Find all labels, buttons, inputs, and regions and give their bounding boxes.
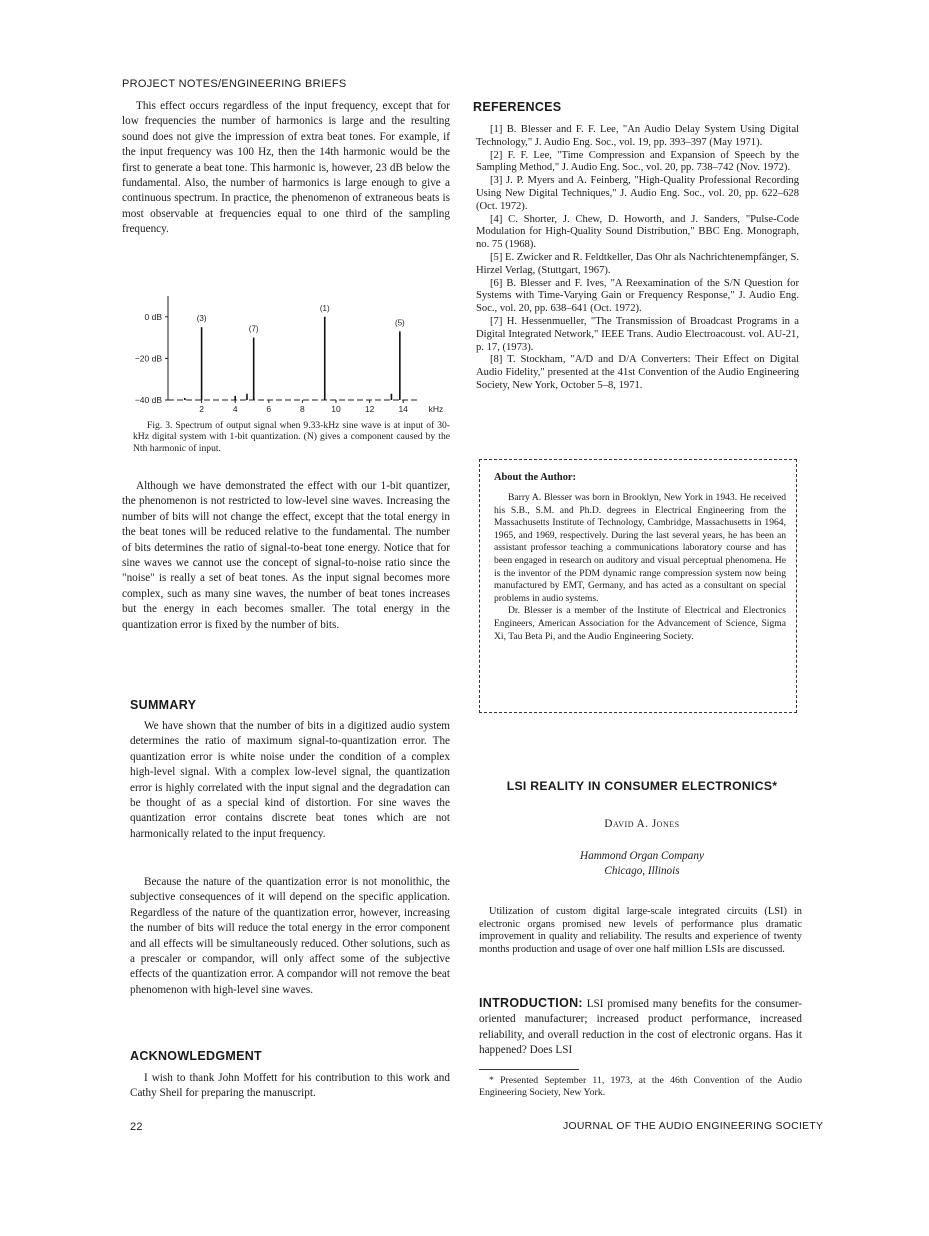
x-tick-label: 4 — [232, 404, 238, 414]
acknowledgment-heading: ACKNOWLEDGMENT — [130, 1049, 262, 1063]
reference-item: [2] F. F. Lee, "Time Compression and Expansion of Speech by the Sampling Method," J. Audio Eng. Soc., vol. 20, pp. 738–742 (Nov. 1972). — [476, 149, 799, 174]
article-title: LSI REALITY IN CONSUMER ELECTRONICS* — [506, 779, 778, 793]
footnote-rule — [479, 1069, 579, 1070]
x-tick-label: 10 — [331, 404, 341, 414]
reference-item: [5] E. Zwicker and R. Feldtkeller, Das Ohr als Nachrichtenempfänger, S. Hirzel Verlag, (Stuttgart, 1967). — [476, 251, 799, 276]
x-tick-label: 14 — [398, 404, 408, 414]
about-author-box — [479, 459, 797, 713]
article-affiliation-2: Chicago, Illinois — [604, 865, 680, 877]
y-tick-label: 0 dB — [144, 311, 162, 322]
spectral-line-label: (5) — [394, 318, 405, 328]
reference-item: [4] C. Shorter, J. Chew, D. Howorth, and J. Sanders, "Pulse-Code Modulation for High-Quality Sound Distribution," BBC Eng. Monograph, no. 75 (1968). — [476, 213, 799, 251]
figure-caption: Fig. 3. Spectrum of output signal when 9.33-kHz sine wave is at input of 30-kHz digital system with 1-bit quantization. (N) gives a component caused by the Nth harmonic of input. — [133, 420, 450, 454]
summary-paragraph-1: We have shown that the number of bits in a digitized audio system determines the ratio of maximum signal-to-quantization error. The quantization error is white noise under the condition of a complex high-level signal. With a complex low-level signal, the quantization error is highly correlated with the input signal and the degradation can be thought of as a special kind of distortion. For sine waves the quantization error contains discrete beat tones which are not harmonically related to the input frequency. — [130, 720, 450, 840]
article-affiliation-1: Hammond Organ Company — [580, 850, 704, 862]
references-heading: REFERENCES — [473, 100, 562, 114]
x-tick-label: 6 — [266, 404, 272, 414]
summary-heading: SUMMARY — [130, 698, 197, 712]
about-author-title: About the Author: — [494, 472, 576, 483]
spectrum-chart — [120, 292, 460, 416]
reference-item: [7] H. Hessenmueller, "The Transmission of Broadcast Programs in a Digital Integrated Network," IEEE Trans. Audio Electroacoust. vol. AU-21, p. 17, (1973). — [476, 315, 799, 353]
running-header: PROJECT NOTES/ENGINEERING BRIEFS — [122, 78, 347, 90]
spectral-line-label: (1) — [319, 303, 330, 313]
reference-item: [6] B. Blesser and F. Ives, "A Reexamination of the S/N Question for Systems with Time-Varying Gain or Frequency Response," J. Audio Eng. Soc., vol. 20, pp. 638–641 (Oct. 1972). — [476, 277, 799, 315]
reference-item: [1] B. Blesser and F. F. Lee, "An Audio Delay System Using Digital Technology," J. Audio Eng. Soc., vol. 19, pp. 393–397 (May 1971). — [476, 124, 799, 148]
intro-paragraph: This effect occurs regardless of the input frequency, except that for low frequencies the number of harmonics is large and the resulting sound does not give the impression of extra beat tones. For example, if the input frequency was 100 Hz, then the 14th harmonic would be the first to generate a beat tone. This harmonic is, however, 23 dB below the fundamental. Also, the number of harmonics is large enough to give a continuous spectrum. In practice, the phenomenon of extraneous beats is most observable at frequencies equal to one third of the sampling frequency. — [122, 100, 450, 236]
article-introduction — [479, 996, 802, 1059]
references-list — [476, 124, 799, 393]
article-abstract: Utilization of custom digital large-scale integrated circuits (LSI) in electronic organs promised new levels of performance plus dramatic improvement in quality and reliability. The results and experience of twenty months production and usage of over one half million LSIs are discussed. — [479, 906, 802, 955]
summary-paragraph-2: Because the nature of the quantization error is not monolithic, the subjective consequences of it will depend on the specific application. Regardless of the nature of the quantization error, however, increasing the number of bits will reduce the total energy in the error component and all effects will be simultaneously reduced. Other solutions, such as a prescaler or compandor, will only affect some of the subjective effects of the quantization error. A compandor will not remove the beat phenomenon with high-level sine waves. — [130, 876, 450, 996]
y-tick-label: −20 dB — [134, 353, 162, 364]
about-author-paragraph-2: Dr. Blesser is a member of the Institute of Electrical and Electronics Engineers, American Association for the Advancement of Science, Sigma Xi, Tau Beta Pi, and the Audio Engineering Society. — [494, 605, 786, 642]
acknowledgment-paragraph: I wish to thank John Moffett for his contribution to this work and Cathy Sheil for preparing the manuscript. — [130, 1072, 450, 1100]
introduction-heading: INTRODUCTION: — [479, 996, 583, 1010]
x-tick-label: 2 — [199, 404, 204, 414]
x-tick-label: 8 — [300, 404, 305, 414]
reference-item: [8] T. Stockham, "A/D and D/A Converters: Their Effect on Digital Audio Fidelity," presented at the 41st Convention of the Audio Engineering Society, New York, October 5–8, 1971. — [476, 354, 799, 391]
x-axis-label: kHz — [428, 404, 444, 414]
spectral-line-label: (3) — [196, 314, 207, 324]
y-tick-label: −40 dB — [134, 395, 162, 405]
body-paragraph: Although we have demonstrated the effect with our 1-bit quantizer, the phenomenon is not restricted to low-level sine waves. Increasing the number of bits will not change the effect, except that the total energy in the beat tones will be reduced relative to the fundamental. The number of bits determines the ratio of signal-to-beat tone energy. Notice that for sine waves we cannot use the concept of signal-to-noise ratio since the "noise" is really a set of beat tones. As the input signal becomes more complex, such as many sine waves, the number of beat tones increases but the energy in each becomes smaller. The total energy in the quantization error is fixed by the number of bits. — [122, 480, 450, 631]
introduction-text: LSI promised many benefits for the consumer-oriented manufacturer; increased product performance, increased reliability, and overall reduction in the cost of electronic organs. Has it happened? Does LSI — [479, 998, 803, 1057]
article-footnote: * Presented September 11, 1973, at the 46th Convention of the Audio Engineering Society, New York. — [479, 1075, 802, 1099]
page-number: 22 — [130, 1121, 143, 1133]
spectral-line-label: (7) — [248, 324, 259, 334]
x-tick-label: 12 — [364, 404, 375, 414]
chart-plot-area — [135, 296, 444, 414]
reference-item: [3] J. P. Myers and A. Feinberg, "High-Quality Professional Recording Using New Digital Techniques," J. Audio Eng. Soc., vol. 20, pp. 622–628 (Oct. 1972). — [476, 175, 799, 212]
about-author-paragraph-1: Barry A. Blesser was born in Brooklyn, New York in 1943. He received his S.B., S.M. and Ph.D. degrees in Electrical Engineering from the Massachusetts Institute of Technology, Cambridge, Massachusetts in 1964, 1965, and 1969, respectively. During the last several years, he has been an assistant professor teaching a communications laboratory course and has been engaged in research on auditory and visual perceptual phenomena. He is the inventor of the PDM dynamic range compression system now being manufactured by EMT, Germany, and has acted as a consultant on special problems in audio systems. — [494, 492, 786, 604]
journal-name: JOURNAL OF THE AUDIO ENGINEERING SOCIETY — [563, 1121, 824, 1132]
article-author: David A. Jones — [604, 818, 680, 830]
